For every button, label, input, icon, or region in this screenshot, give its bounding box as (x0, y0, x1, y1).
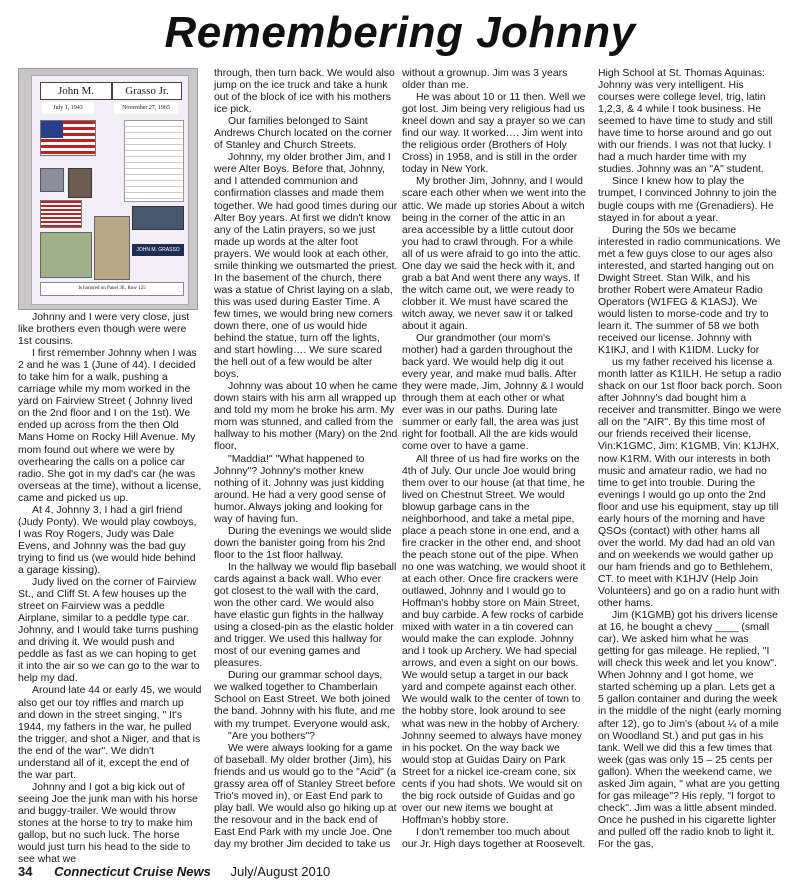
poster-birth-date: July 1, 1943 (42, 102, 94, 114)
article-title: Remembering Johnny (164, 8, 636, 57)
paragraph: Our grandmother (our mom's mother) had a garden throughout the back yard. We would help dig it out every year, and make mud balls. After they were made, Jim, Johnny & I would through them at each other or what ever was in our paths. During late summer or early fall, the area was just right for football. All the are kids would come over to have a game. (402, 333, 584, 453)
paragraph: Jim (K1GMB) got his drivers license at 16, he bought a chevy ____ (small car). We asked him what he was getting for gas mileage. He replied, "I will check this week and let you know". When Johnny and I got home, we started scheming up a plan. Lets get a 5 gallon container and during the week in the middle of the night (early morning after 12), go to Jim's (about ¼ of a mile on Woodland St.) and put gas in his tank. Well we did this a few times that week (gas was only 15 – 25 cents per gallon). When the weekend came, we asked Jim again, " what are you getting for gas mileage"? His reply, "I forgot to check". Jim was a little absent minded. Once he pushed in his cigarette lighter and pulled off the radio knob to light it. For the gas, (598, 610, 782, 850)
flag-image (40, 200, 82, 228)
paragraph: In the hallway we would flip baseball cards against a back wall. Who ever got closest to the wall with the card, won the other card. We would also have elastic gun fights in the hallway using a closed-pin as the elastic holder and trigger. We used this hallway for most of our evening games and pleasures. (214, 561, 397, 670)
paragraph: I first remember Johnny when I was 2 and he was 1 (June of 44). I decided to take him for a walk, pushing a carriage while my mom worked in the yard on Fairview Street ( Johnny lived on the 2nd floor and I on the 1st). We ended up across from the then Old Mans Home on Rocky Hill Avenue. My mom found out where we were by overhearing the calls on a police car radio. She got in my dad's car (he was overseas at the time), without a license, came and picked us up. (18, 348, 202, 504)
map-image-2 (94, 216, 130, 280)
paragraph: Around late 44 or early 45, we would also get our toy riffles and march up and down in the street singing, " It's 1944, my fathers in the war, he pulled the trigger, and shot a Niger, and that is the end of the war". We didn't understand all of it, except the end of the war part. (18, 685, 202, 781)
article-body (18, 68, 786, 866)
us-flag-image (40, 120, 96, 156)
issue-date: July/August 2010 (230, 864, 331, 879)
paragraph: During our grammar school days, we walked together to Chamberlain School on East Street. We both joined the band. Johnny with his flute, and me with my trumpet. Everyone would ask, (214, 670, 396, 730)
column-4 (598, 68, 782, 854)
paragraph: During the evenings we would slide down the banister going from his 2nd floor to the 1st floor hallway. (214, 525, 392, 561)
paragraph: Our families belonged to Saint Andrews Church located on the corner of Stanley and Church Streets. (214, 116, 393, 152)
document-image (124, 120, 184, 202)
column-3 (402, 68, 586, 854)
paragraph: Johnny and I were very close, just like brothers even though were were 1st cousins. (18, 312, 190, 348)
paragraph: Johnny and I got a big kick out of seeing Joe the junk man with his horse and buggy-trailer. We would throw stones at the horse to try to make him gallop, but no such luck. The horse would just turn his head to the side to see what we (18, 781, 198, 866)
page-number: 34 (18, 864, 33, 879)
poster-name-left: John M. (40, 82, 112, 100)
paragraph: We were always looking for a game of baseball. My older brother (Jim), his friends and us would go to the "Acid" (a grassy area off of Stanley Street before Trio's moved in), or East End park to play ball. We would also go hiking up at the resovour and in the back end of East End Park with my uncle Joe. One day my brother Jim decided to take us (214, 742, 397, 850)
paragraph: without a grownup. Jim was 3 years older than me. (402, 68, 568, 92)
paragraph: He was about 10 or 11 then. Well we got lost. Jim being very religious had us kneel down and say a prayer so we can find our way. It worked…. Jim went into the religious order (Brothers of Holy Cross) in 1958, and is still in the order today in New York. (402, 92, 586, 176)
memorial-caption: Is honored on Panel 3E, Row 125 (40, 282, 184, 296)
poster-name-right: Grasso Jr. (112, 82, 182, 100)
snapshot-image (40, 168, 64, 192)
paragraph: All three of us had fire works on the 4th of July. Our uncle Joe would bring them over to our house (at that time, he lived on Chestnut Street. We would blowup garbage cans in the neighborhood, and take a metal pipe, place a peach stone in one end, and a fire cracker in the other end, and shoot the peach stone out of the pipe. When no one was watching, we would shoot it at each other. Once fire crackers were outlawed, Johnny and I would go to Hoffman's hobby store on Main Street, and buy carbide. A few rocks of carbide mixed with water in a tin covered can would make the can explode. Johnny and I took up Archery. We had special arrows, and even a sight on our bows. We would setup a target in our back yard and compete against each other. We would walk to the center of town to the hobby store, look around to see what was new in the hobby of Archery. Johnny seemed to always have money in his pocket. On the way back we would stop at Guidas Dairy on Park Street for a nickel ice-cream cone, six cents if you had shots. We would sit on the big rock outside of Guidas and go over our new items we bought at Hoffman's hobby store. (402, 453, 586, 826)
column-1 (18, 68, 202, 866)
paragraph: Johnny, my older brother Jim, and I were Alter Boys. Before that, Johnny, and I attended communion and confirmation classes and made them together. We had good times during our Alter Boy years. At first we didn't know any of the Latin prayers, so we just made up words at the alter foot prayers. We would look at each other, smile thinking we outsmarted the priest. In the basement of the church, there was a statue of Christ laying on a slab, this was used during Easter Time. A few times, we would bring new comers down there, one of us would hide behind the statue, turn off the lights, and start howling…. We sure scared the hell out of a few would be alter boys. (214, 152, 398, 381)
paragraph: Since I knew how to play the trumpet, I convinced Johnny to join the bugle coups with me (Grenadiers). He stayed in for about a year. (598, 176, 777, 224)
paragraph: "Maddia!" "What happened to Johnny"? Johnny's mother knew nothing of it. Johnny was just kidding around. He had a very good sense of humor. Always joking and looking for way of having fun. (214, 453, 386, 525)
map-image (40, 232, 92, 278)
group-photo-image (132, 206, 184, 230)
column-1-text (18, 312, 202, 866)
paragraph: through, then turn back. We would also jump on the ice truck and take a hunk out of the block of ice with his mothers ice pick. (214, 68, 395, 116)
memorial-photo (18, 68, 198, 310)
paragraph: I don't remember too much about our Jr. High days together at Roosevelt. (402, 826, 586, 850)
paragraph: At 4, Johnny 3, I had a girl friend (Judy Ponty). We would play cowboys, I was Roy Rogers, Judy was Dale Evens, and Johnny was the bad guy trying to find us (we would hide behind a garage kissing). (18, 504, 197, 576)
paragraph: High School at St. Thomas Aquinas: Johnny was very intelligent. His courses were college level, trig, latin 1,2,3, & 4 while I took business. He seemed to have time to study and still have time to horse around and go out with our friends. I was not that lucky. I had a much harder time with my studies. Johnny was an "A" student. (598, 68, 773, 176)
paragraph: My brother Jim, Johnny, and I would scare each other when we went into the attic. We made up stories About a witch being in the corner of the attic in an area accessible by a little cutout door you had to crawl through. For a while all of us were afraid to go into the attic. One day we said the heck with it, and grab a bat And went there any ways. If the witch came out, we were ready to clobber it. We must have scared the witch away, we never saw it or talked about it again. (402, 176, 586, 332)
paragraph: "Are you bothers"? (228, 730, 315, 742)
name-plaque: JOHN M. GRASSO (132, 244, 184, 256)
magazine-name: Connecticut Cruise News (54, 864, 211, 879)
portrait-image (68, 168, 92, 198)
paragraph: us my father received his license a month latter as K1ILH. He setup a radio shack on our 1st floor back porch. Soon after Johnny's dad bought him a receiver and transmitter. Bingo we were all on the "AIR". By this time most of our friends received their license, Vin:K1GMC, Jim: K1GMB, Vin: K1JHX, now K1RM. With our interests in both music and amateur radio, we had no time to get into trouble. During the evenings I would go up onto the 2nd floor and use his equipment, stay up till early hours of the morning and have QSOs (contact) with other hams all over the world. My dad had an old van and on weekends we would gather up our ham friends and go to Bethlehem, CT. to meet with K1HJV (Help Join Volunteers) and go on a radio hunt with other hams. (598, 357, 782, 610)
page-footer (18, 864, 778, 879)
paragraph: Johnny was about 10 when he came down stairs with his arm all wrapped up and told my mom he broke his arm. My mom was stunned, and called from the hallway to his mother (Mary) on the 2nd floor, (214, 381, 398, 453)
column-2 (214, 68, 398, 854)
poster-death-date: November 27, 1965 (114, 102, 178, 114)
paragraph: During the 50s we became interested in radio communications. We met a few guys close to our ages also interested, and started hanging out on Dwight Street. Stan Wilk, and his brother Robert were Amateur Radio Operators (W1FEG & K1ASJ). We would listen to morse-code and try to learn it. The summer of 58 we both received our license. Johnny with K1IKJ, and I with K1IDM. Lucky for (598, 224, 781, 357)
paragraph: Judy lived on the corner of Fairview St., and Cliff St. A few houses up the street on Fairview was a peddle Airplane, similar to a peddle type car. Johnny, and I would take turns pushing and driving it. We would push and peddle as fast as we can hoping to get it into the air so we can go to the war to help my dad. (18, 577, 200, 685)
memorial-poster (31, 75, 189, 305)
